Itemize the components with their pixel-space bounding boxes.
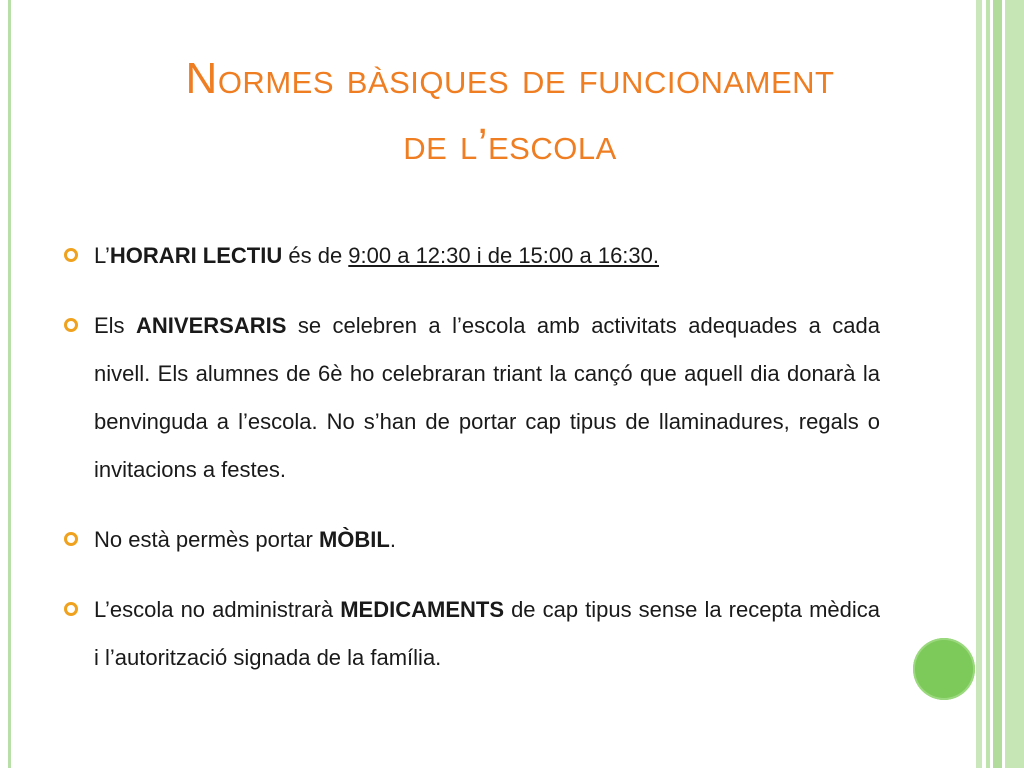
item-text: se celebren a l’escola amb activitats adequades a cada nivell. Els alumnes de 6è ho celebraran triant la cançó que aquell dia donarà la benvinguda a l’escola. No s’han de portar cap tipus de llaminadures, regals o invitacions a festes. (94, 313, 880, 482)
green-circle-decoration (913, 638, 975, 700)
item-text: No està permès portar (94, 527, 319, 552)
slide-title (60, 46, 960, 178)
title-line-1: Normes bàsiques de funcionament (185, 54, 835, 103)
list-item-schedule (60, 232, 880, 280)
item-keyword: HORARI LECTIU (109, 243, 283, 268)
list-item-medication (60, 586, 880, 682)
rules-list (60, 232, 880, 704)
item-keyword: MEDICAMENTS (340, 597, 504, 622)
list-item-mobile (60, 516, 880, 564)
left-frame-line (8, 0, 11, 768)
bullet-icon (64, 318, 78, 332)
bullet-icon (64, 248, 78, 262)
item-text: és de (282, 243, 349, 268)
item-text: Els (94, 313, 137, 338)
decorative-stripe (1005, 0, 1024, 768)
bullet-icon (64, 602, 78, 616)
list-item-birthdays (60, 302, 880, 494)
item-text: L’escola no administrarà (94, 597, 341, 622)
decorative-stripe (976, 0, 982, 768)
item-keyword: MÒBIL (318, 527, 390, 552)
item-text: de cap tipus sense la recepta mèdica i l’autorització signada de la família. (94, 597, 880, 670)
schedule-hours: 9:00 a 12:30 i de 15:00 a 16:30. (348, 243, 660, 268)
decorative-stripe (993, 0, 1002, 768)
item-keyword: ANIVERSARIS (136, 313, 287, 338)
item-text: . (389, 527, 396, 552)
bullet-icon (64, 532, 78, 546)
decorative-stripe (986, 0, 990, 768)
title-line-2: de l’escola (403, 120, 617, 169)
item-text: L’ (94, 243, 110, 268)
